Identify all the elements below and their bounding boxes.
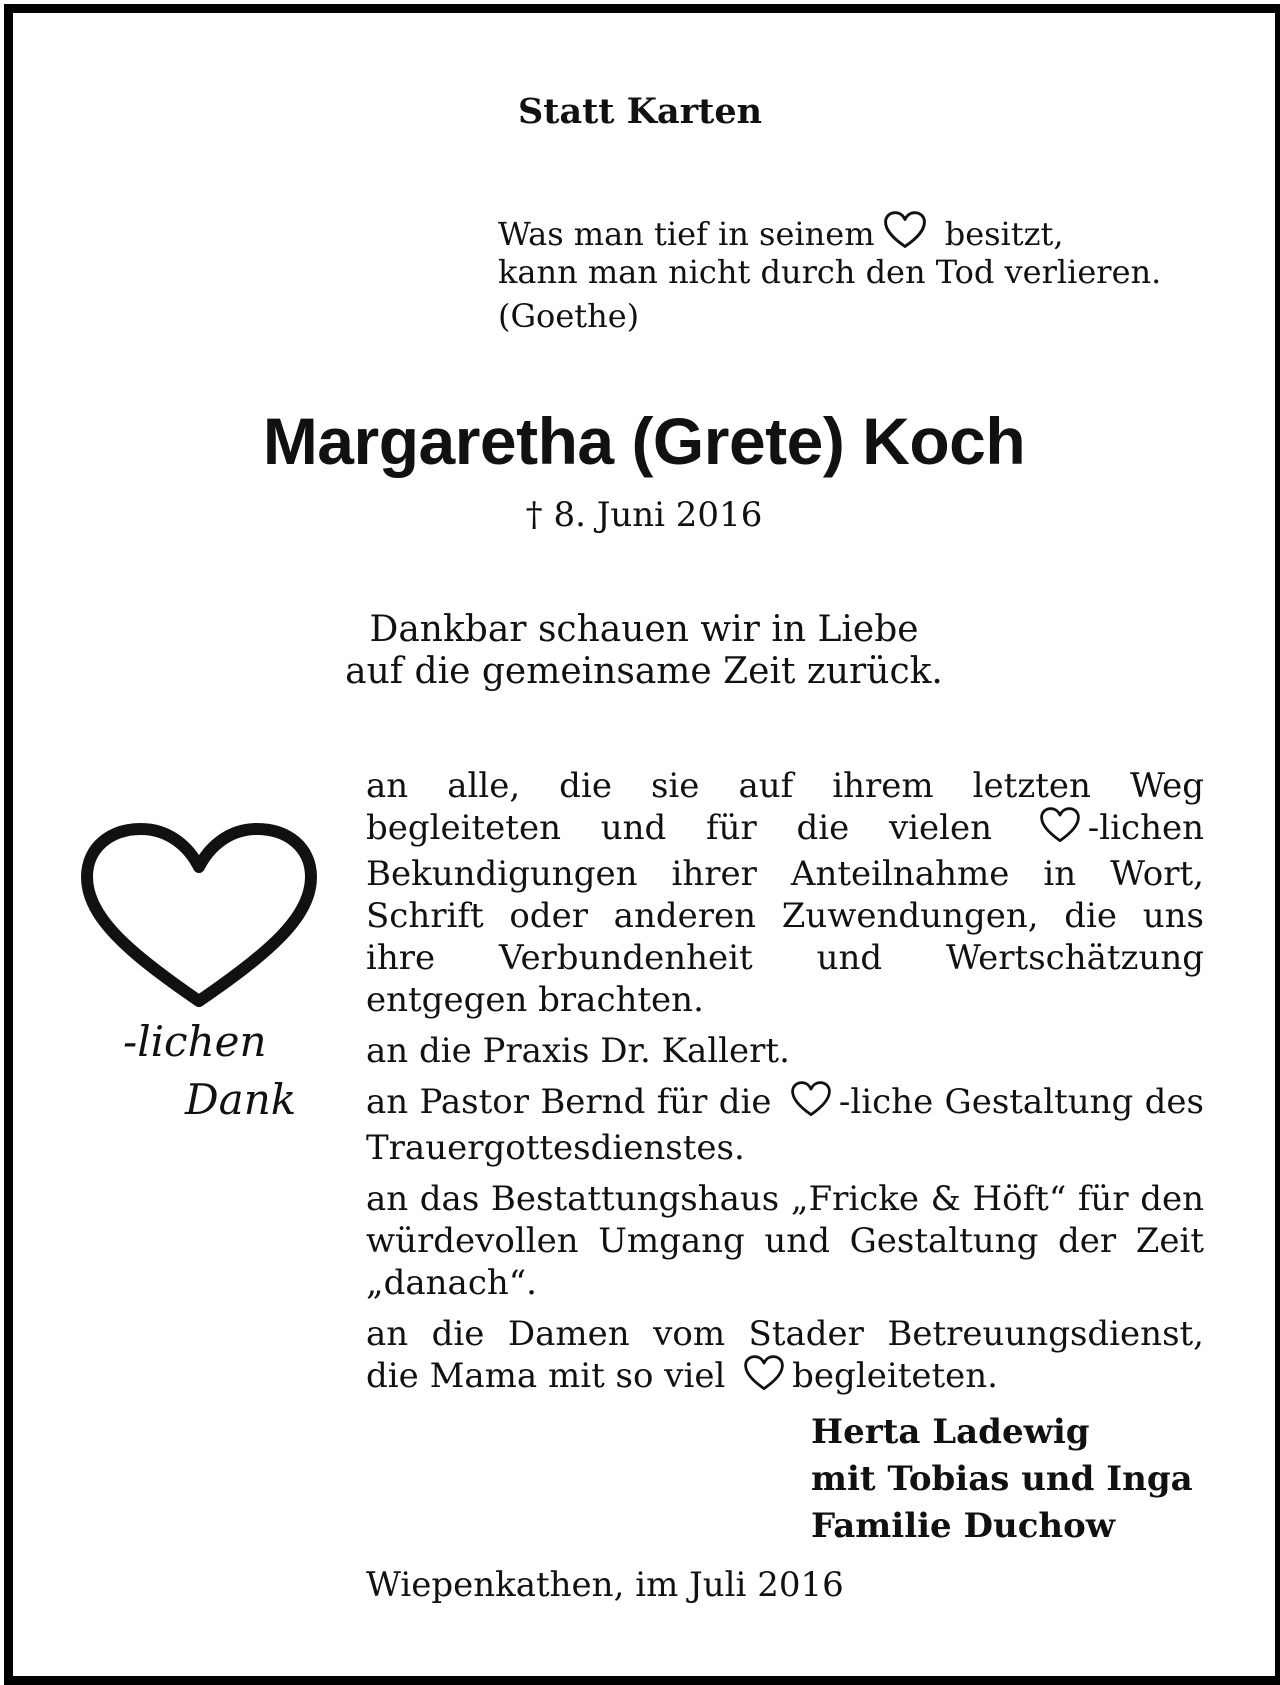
thanks-paragraph-3-after: -liche Gestaltung des Trauergottesdienstes. [366, 1082, 1204, 1168]
intro-line-1: Dankbar schauen wir in Liebe [369, 609, 919, 650]
quote-line-1 [498, 211, 1064, 257]
thanks-paragraph-5 [366, 1313, 1204, 1401]
quote-line-1-after: besitzt, [934, 215, 1064, 253]
heart-icon [736, 1355, 792, 1401]
heart-icon [783, 1081, 839, 1127]
death-date: † 8. Juni 2016 [525, 495, 763, 535]
big-heart-icon [79, 821, 319, 1015]
thanks-paragraph-4: an das Bestattungshaus „Fricke & Höft“ für den würdevollen Umgang und Gestaltung der Zeit „danach“. [366, 1179, 1204, 1303]
heart-icon [1032, 807, 1088, 853]
obituary-notice [4, 4, 1280, 1685]
signature-block [811, 1409, 1193, 1550]
thanks-paragraph-1-before: an alle, die sie auf ihrem letzten Weg begleiteten und für die vielen [366, 766, 1204, 848]
thanks-paragraph-3-before: an Pastor Bernd für die [366, 1082, 783, 1122]
signature-line-2: mit Tobias und Inga [811, 1459, 1193, 1499]
quote-line-1-before: Was man tief in seinem [498, 215, 875, 253]
thanks-paragraph-5-after: begleiteten. [792, 1356, 998, 1396]
thanks-paragraph-5-before: an die Damen vom Stader Betreuungsdienst, die Mama mit so viel [366, 1314, 1204, 1396]
intro-line-2: auf die gemeinsame Zeit zurück. [345, 651, 943, 692]
heart-icon [875, 211, 935, 257]
quote-line-2: kann man nicht durch den Tod verlieren. [498, 253, 1162, 291]
thanks-paragraph-1 [366, 765, 1204, 1021]
signature-line-1: Herta Ladewig [811, 1412, 1090, 1452]
thanks-paragraph-2: an die Praxis Dr. Kallert. [366, 1031, 790, 1071]
place-date: Wiepenkathen, im Juli 2016 [366, 1565, 844, 1605]
side-label-line-2: Dank [185, 1075, 297, 1124]
thanks-paragraph-3 [366, 1081, 1204, 1169]
side-label-line-1: -lichen [123, 1017, 267, 1066]
quote-source: (Goethe) [498, 297, 640, 335]
notice-heading: Statt Karten [518, 91, 763, 132]
deceased-name: Margaretha (Grete) Koch [262, 404, 1026, 478]
thanks-body [366, 765, 1204, 1410]
signature-line-3: Familie Duchow [811, 1506, 1116, 1546]
thanks-paragraph-1-after: -lichen Bekundigungen ihrer Anteilnahme in Wort, Schrift oder anderen Zuwendungen, die uns ihre Verbundenheit und Wertschätzung entgegen brachten. [366, 808, 1204, 1020]
